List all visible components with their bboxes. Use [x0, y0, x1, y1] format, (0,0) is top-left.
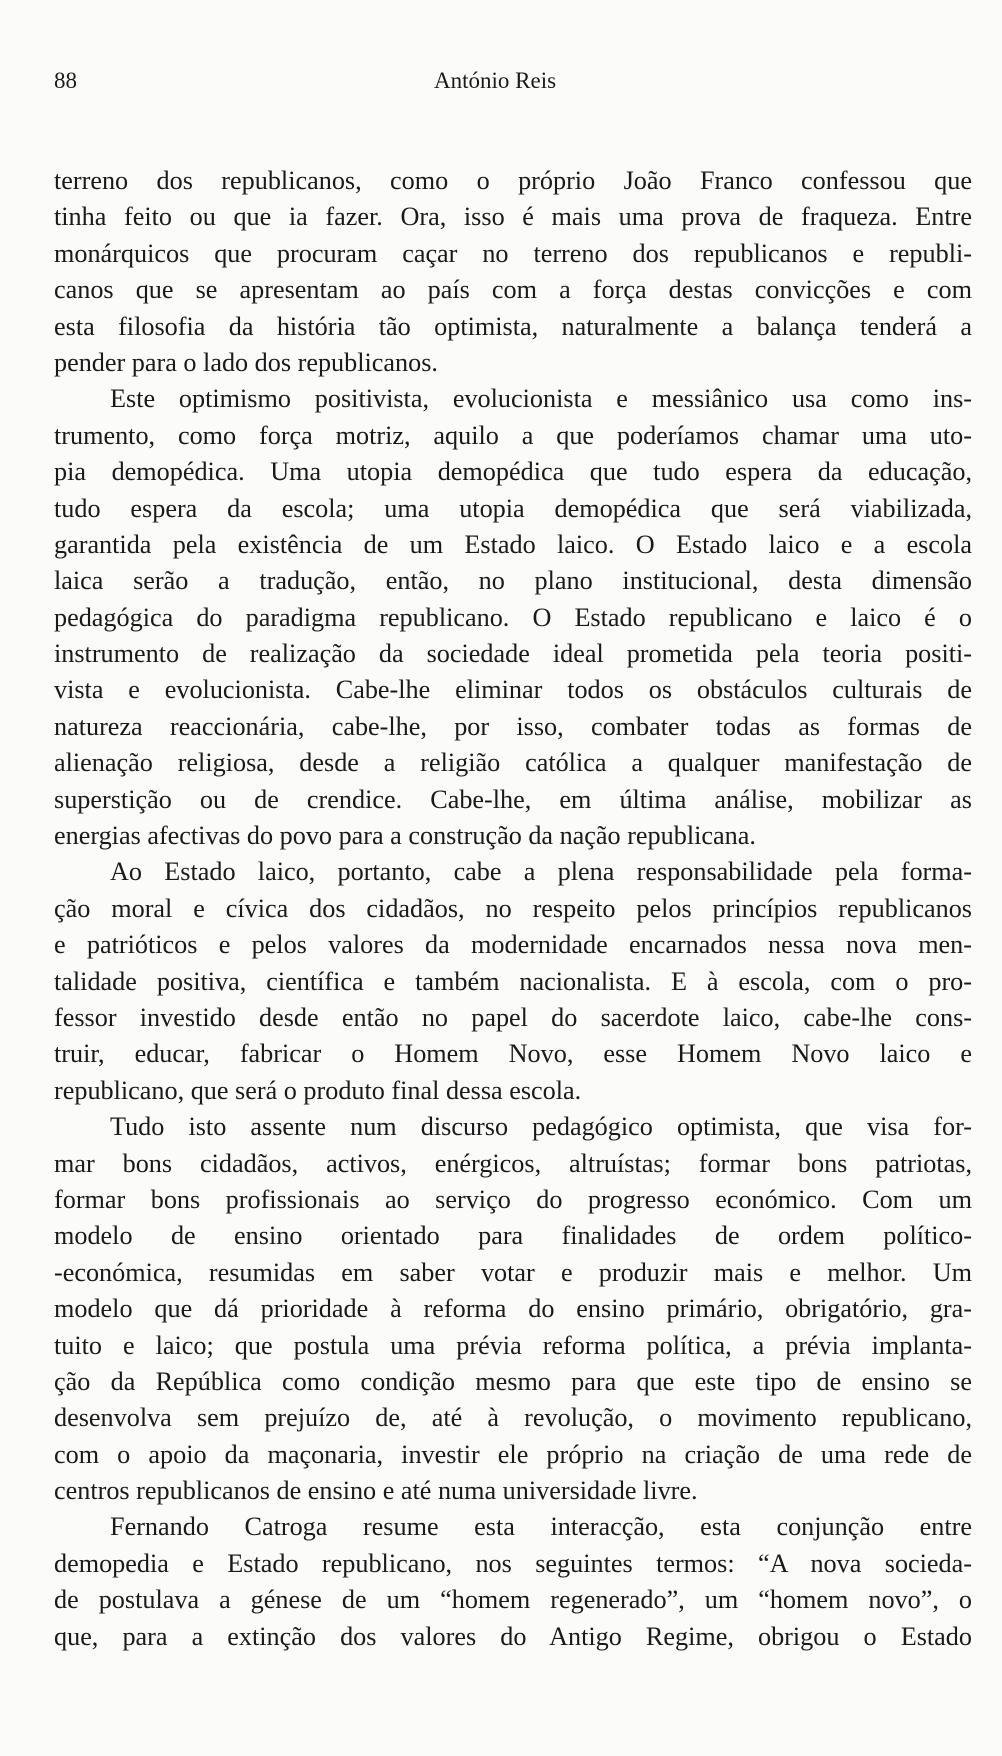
- text-line: com o apoio da maçonaria, investir ele próprio na criação de uma rede de: [54, 1439, 972, 1469]
- text-line: monárquicos que procuram caçar no terreno dos republicanos e republi-: [54, 238, 972, 268]
- running-head: António Reis: [434, 68, 557, 93]
- text-line: pia demopédica. Uma utopia demopédica que tudo espera da educação,: [54, 457, 972, 487]
- page-header: [54, 68, 974, 104]
- text-line: tuito e laico; que postula uma prévia reforma política, a prévia implanta-: [54, 1330, 972, 1360]
- text-line: alienação religiosa, desde a religião católica a qualquer manifestação de: [54, 748, 972, 778]
- text-line: instrumento de realização da sociedade ideal prometida pela teoria positi-: [54, 639, 972, 669]
- text-line: -económica, resumidas em saber votar e produzir mais e melhor. Um: [54, 1257, 972, 1287]
- text-line: vista e evolucionista. Cabe-lhe eliminar todos os obstáculos culturais de: [54, 675, 972, 705]
- text-line: ção da República como condição mesmo para que este tipo de ensino se: [54, 1366, 972, 1396]
- text-line: que, para a extinção dos valores do Antigo Regime, obrigou o Estado: [54, 1621, 972, 1651]
- text-line: pedagógica do paradigma republicano. O Estado republicano e laico é o: [54, 602, 972, 632]
- text-line: energias afectivas do povo para a construção da nação republicana.: [54, 821, 756, 851]
- text-line: Fernando Catroga resume esta interacção, esta conjunção entre: [110, 1512, 972, 1542]
- text-line: ção moral e cívica dos cidadãos, no respeito pelos princípios republicanos: [54, 893, 972, 923]
- text-line: garantida pela existência de um Estado laico. O Estado laico e a escola: [54, 529, 972, 559]
- text-line: esta filosofia da história tão optimista, naturalmente a balança tenderá a: [54, 311, 972, 341]
- text-line: terreno dos republicanos, como o próprio João Franco confessou que: [54, 166, 972, 195]
- text-line: desenvolva sem prejuízo de, até à revolução, o movimento republicano,: [54, 1403, 972, 1433]
- text-line: Este optimismo positivista, evolucionista e messiânico usa como ins-: [110, 384, 972, 414]
- text-line: centros republicanos de ensino e até numa universidade livre.: [54, 1476, 698, 1506]
- text-line: tudo espera da escola; uma utopia demopédica que será viabilizada,: [54, 493, 972, 523]
- text-line: natureza reaccionária, cabe-lhe, por isso, combater todas as formas de: [54, 711, 972, 741]
- text-line: mar bons cidadãos, activos, enérgicos, altruístas; formar bons patriotas,: [54, 1148, 972, 1178]
- text-line: modelo que dá prioridade à reforma do ensino primário, obrigatório, gra-: [54, 1294, 972, 1324]
- text-line: modelo de ensino orientado para finalidades de ordem político-: [54, 1221, 972, 1251]
- text-line: Ao Estado laico, portanto, cabe a plena responsabilidade pela forma-: [110, 857, 972, 887]
- text-line: pender para o lado dos republicanos.: [54, 347, 438, 377]
- text-line: e patrióticos e pelos valores da modernidade encarnados nessa nova men-: [54, 930, 972, 960]
- text-line: canos que se apresentam ao país com a força destas convicções e com: [54, 275, 972, 305]
- text-line: talidade positiva, científica e também nacionalista. E à escola, com o pro-: [54, 966, 972, 996]
- text-line: fessor investido desde então no papel do sacerdote laico, cabe-lhe cons-: [54, 1002, 972, 1032]
- text-line: tinha feito ou que ia fazer. Ora, isso é mais uma prova de fraqueza. Entre: [54, 202, 972, 232]
- text-line: truir, educar, fabricar o Homem Novo, esse Homem Novo laico e: [54, 1039, 972, 1069]
- text-line: formar bons profissionais ao serviço do progresso económico. Com um: [54, 1184, 972, 1214]
- text-line: Tudo isto assente num discurso pedagógico optimista, que visa for-: [110, 1112, 972, 1142]
- text-line: de postulava a génese de um “homem regenerado”, um “homem novo”, o: [54, 1585, 972, 1615]
- text-line: demopedia e Estado republicano, nos seguintes termos: “A nova socieda-: [54, 1548, 972, 1578]
- text-line: laica serão a tradução, então, no plano institucional, desta dimensão: [54, 566, 972, 596]
- page-number: 88: [54, 68, 77, 93]
- text-line: trumento, como força motriz, aquilo a que poderíamos chamar uma uto-: [54, 420, 972, 450]
- body-text: [54, 163, 972, 1655]
- text-line: republicano, que será o produto final dessa escola.: [54, 1075, 582, 1105]
- text-line: superstição ou de crendice. Cabe-lhe, em última análise, mobilizar as: [54, 784, 972, 814]
